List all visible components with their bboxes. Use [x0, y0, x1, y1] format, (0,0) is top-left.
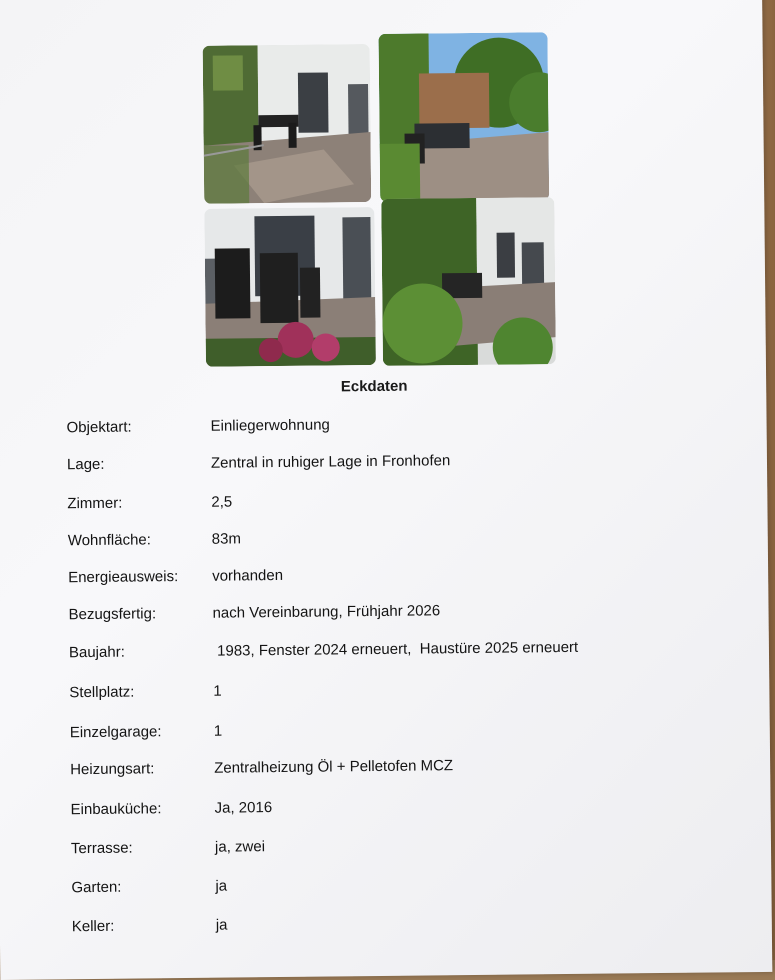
fact-label: Bezugsfertig:: [68, 605, 157, 624]
fact-value: vorhanden: [212, 566, 284, 585]
fact-label: Einbauküche:: [70, 800, 162, 819]
photo-garden-lounge: [378, 32, 549, 202]
fact-label: Einzelgarage:: [69, 723, 162, 742]
fact-row-einbaukueche: [0, 794, 759, 824]
fact-label: Stellplatz:: [69, 683, 135, 702]
photo-house-garden: [381, 197, 556, 366]
fact-label: Keller:: [71, 917, 115, 936]
fact-label: Wohnfläche:: [67, 531, 151, 550]
fact-row-energieausweis: [0, 562, 756, 592]
fact-label: Terrasse:: [70, 839, 133, 858]
fact-label: Energieausweis:: [68, 568, 179, 587]
fact-label: Objektart:: [66, 418, 132, 437]
fact-row-objektart: [0, 412, 755, 442]
fact-row-zimmer: [0, 488, 755, 518]
fact-label: Heizungsart:: [70, 760, 155, 779]
fact-row-heizungsart: [0, 754, 758, 784]
fact-row-terrasse: [0, 833, 759, 863]
fact-row-bezugsfertig: [0, 599, 757, 629]
fact-value: Zentral in ruhiger Lage in Fronhofen: [210, 452, 451, 472]
fact-label: Baujahr:: [68, 643, 125, 662]
fact-value: 1: [213, 682, 222, 700]
fact-value: Zentralheizung Öl + Pelletofen MCZ: [214, 757, 454, 777]
photo-terrace-chairs: [204, 207, 376, 367]
photo-collage: [203, 42, 552, 366]
fact-row-lage: [0, 449, 755, 479]
fact-row-baujahr: [0, 637, 757, 667]
fact-label: Garten:: [71, 878, 122, 897]
fact-label: Zimmer:: [67, 494, 123, 513]
fact-row-keller: [0, 911, 760, 941]
fact-label: Lage:: [66, 455, 105, 474]
fact-value: ja: [215, 877, 228, 895]
fact-row-wohnflaeche: [0, 525, 756, 555]
fact-value: nach Vereinbarung, Frühjahr 2026: [212, 602, 441, 622]
fact-value: Einliegerwohnung: [210, 416, 330, 435]
section-heading: Eckdaten: [340, 377, 408, 396]
fact-value: 1: [213, 722, 223, 740]
fact-row-garten: [0, 872, 760, 902]
fact-value: Ja, 2016: [214, 799, 273, 817]
fact-value: ja, zwei: [214, 838, 266, 856]
fact-row-einzelgarage: [0, 717, 758, 747]
fact-value: 1983, Fenster 2024 erneuert, Haustüre 2025 erneuert: [212, 638, 579, 660]
fact-value: 83m: [211, 530, 242, 548]
fact-value: 2,5: [211, 493, 233, 511]
fact-value: ja: [215, 916, 228, 934]
photo-patio-table: [203, 44, 372, 204]
fact-row-stellplatz: [0, 677, 757, 707]
